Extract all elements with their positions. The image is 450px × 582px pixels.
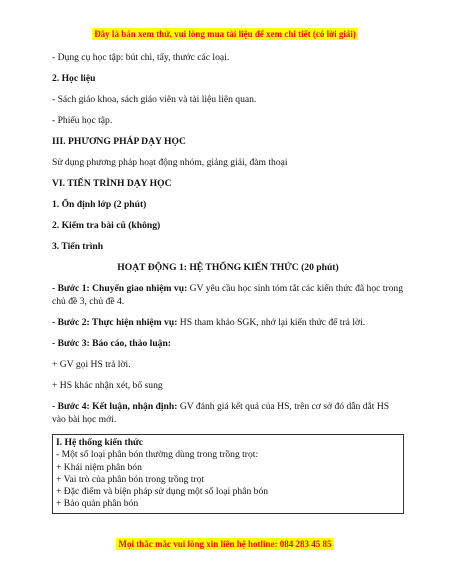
step-3-item-1: + GV gọi HS trả lời. bbox=[52, 359, 131, 370]
box-item: + Vai trò của phân bón trong trồng trọt bbox=[56, 473, 205, 485]
box-title: I. Hệ thống kiến thức bbox=[56, 437, 144, 448]
step-3-item-2: + HS khác nhận xét, bổ sung bbox=[52, 380, 163, 391]
step-2-label: - Bước 2: Thực hiện nhiệm vụ: bbox=[52, 317, 178, 328]
process-heading: VI. TIẾN TRÌNH DẠY HỌC bbox=[52, 178, 172, 189]
document-body bbox=[52, 51, 404, 514]
box-item: + Khái niệm phân bón bbox=[56, 461, 142, 473]
step1-heading: 1. Ổn định lớp (2 phút) bbox=[52, 199, 147, 210]
box-item: + Bảo quản phân bón bbox=[56, 498, 139, 510]
step-4-label: - Bước 4: Kết luận, nhận định: bbox=[52, 401, 178, 412]
textbooks-line: - Sách giáo khoa, sách giáo viên và tài liệu liên quan. bbox=[52, 94, 257, 105]
tools-line: - Dụng cụ học tập: bút chì, tẩy, thước các loại. bbox=[52, 52, 230, 63]
activity-title: HOẠT ĐỘNG 1: HỆ THỐNG KIẾN THỨC (20 phút) bbox=[117, 262, 339, 273]
step-3-label: - Bước 3: Báo cáo, thảo luận: bbox=[52, 338, 171, 349]
box-item: - Một số loại phân bón thường dùng trong trồng trọt: bbox=[56, 449, 259, 461]
step-4-paragraph bbox=[52, 400, 404, 426]
materials-heading: 2. Học liệu bbox=[52, 73, 96, 84]
box-item: + Đặc điểm và biện pháp sử dụng một số loại phân bón bbox=[56, 486, 269, 498]
step-2-paragraph bbox=[52, 316, 404, 329]
hotline-notice-banner bbox=[0, 534, 450, 552]
method-heading: III. PHƯƠNG PHÁP DẠY HỌC bbox=[52, 136, 186, 147]
step-1-paragraph bbox=[52, 282, 404, 308]
step-1-label: - Bước 1: Chuyển giao nhiệm vụ: bbox=[52, 283, 188, 294]
step-1-text: GV yêu cầu học sinh tóm tắt các kiến thức đã học trong chủ đề 3, chủ đề 4. bbox=[52, 283, 404, 307]
step2-heading: 2. Kiểm tra bài cũ (không) bbox=[52, 220, 161, 231]
preview-notice-banner bbox=[0, 24, 450, 42]
worksheet-line: - Phiếu học tập. bbox=[52, 115, 113, 126]
method-line: Sử dụng phương pháp hoạt động nhóm, giảng giải, đàm thoại bbox=[52, 157, 288, 168]
hotline-notice-text: Mọi thắc mắc vui lòng xin liên hệ hotline: 084 283 45 85 bbox=[118, 539, 332, 549]
preview-notice-text: Đây là bản xem thử, vui lòng mua tài liệu để xem chi tiết (có lời giải) bbox=[94, 29, 356, 39]
knowledge-summary-box bbox=[52, 434, 404, 514]
step-2-text: HS tham khảo SGK, nhớ lại kiến thức để trả lời. bbox=[177, 317, 366, 328]
step3-heading: 3. Tiến trình bbox=[52, 241, 104, 252]
step-4-text: GV đánh giá kết quả của HS, trên cơ sở đó dẫn dắt HS vào bài học mới. bbox=[52, 401, 390, 425]
